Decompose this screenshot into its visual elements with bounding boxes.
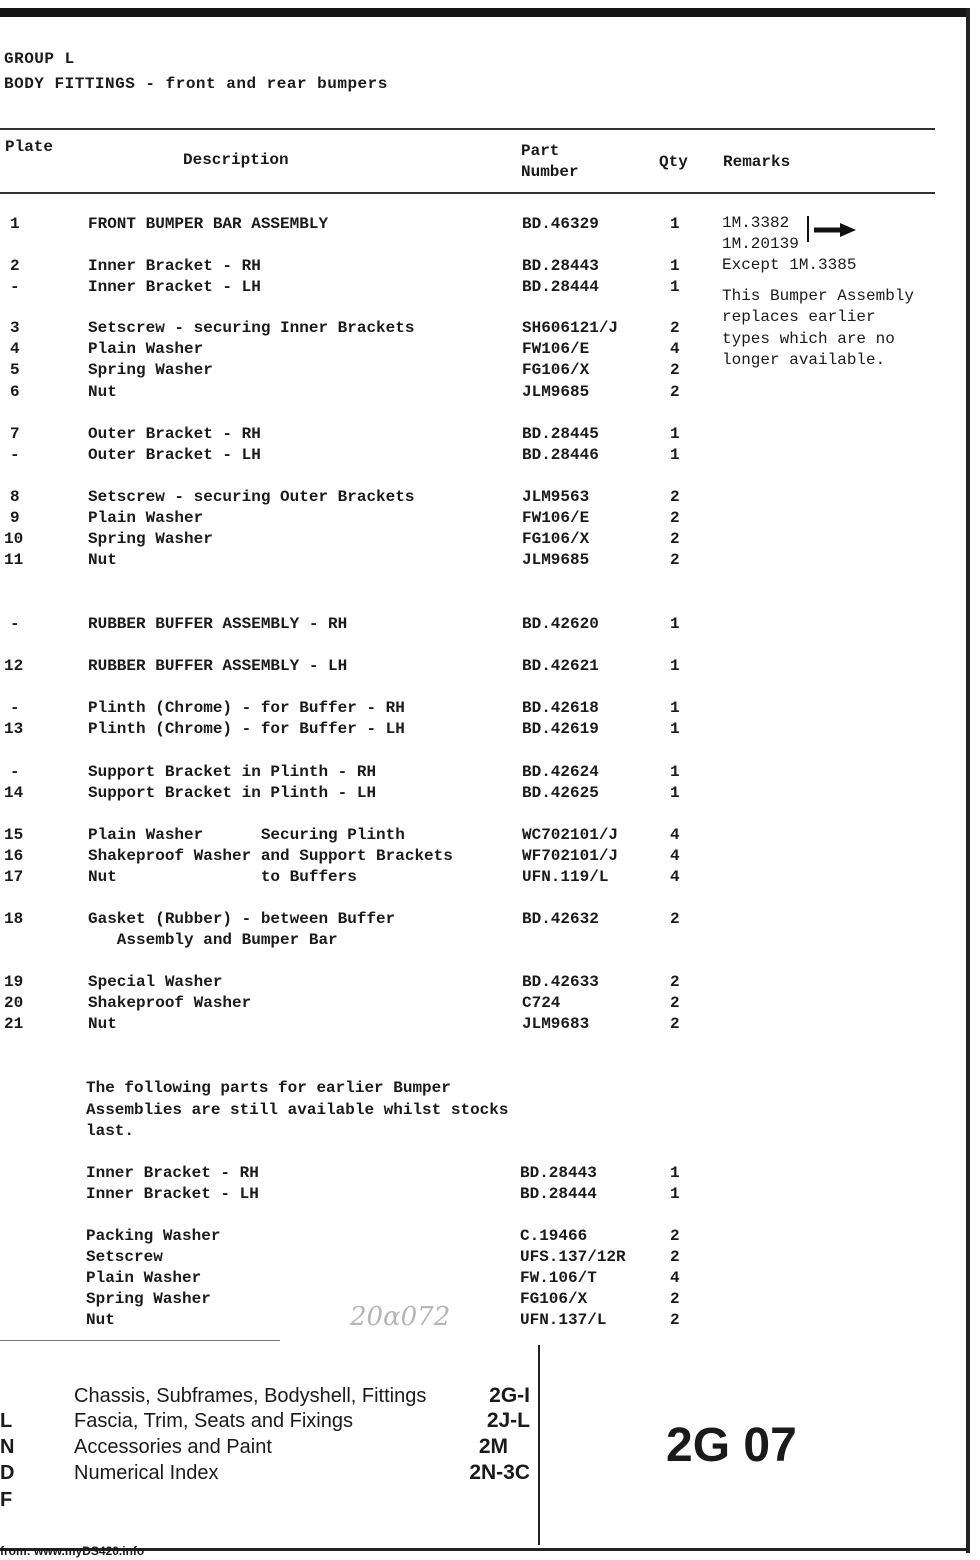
table-row bbox=[0, 762, 966, 783]
description-cell: Setscrew bbox=[86, 1248, 163, 1266]
index-section-code: 2J-L bbox=[486, 1409, 530, 1432]
part-number-cell: FW106/E bbox=[522, 340, 590, 358]
group-heading: GROUP L bbox=[4, 50, 75, 68]
table-row bbox=[0, 698, 966, 719]
qty-cell: 2 bbox=[670, 1227, 680, 1245]
remark-line: longer available. bbox=[722, 351, 886, 369]
qty-cell: 1 bbox=[670, 763, 680, 781]
description-cell: Assembly and Bumper Bar bbox=[88, 931, 338, 949]
qty-cell: 2 bbox=[670, 319, 680, 337]
qty-cell: 2 bbox=[670, 1311, 680, 1329]
index-tab-letter: N bbox=[0, 1436, 15, 1458]
plate-cell: 21 bbox=[4, 1015, 24, 1033]
plate-cell: 18 bbox=[4, 910, 24, 928]
part-number-cell: JLM9685 bbox=[522, 551, 590, 569]
part-number-cell: C724 bbox=[522, 994, 561, 1012]
plate-cell: 4 bbox=[10, 340, 20, 358]
part-number-cell: BD.28446 bbox=[522, 446, 599, 464]
plate-cell: 7 bbox=[10, 425, 20, 443]
table-row bbox=[0, 656, 966, 677]
plate-cell: 11 bbox=[4, 551, 24, 569]
description-cell: Outer Bracket - RH bbox=[88, 425, 261, 443]
table-row bbox=[0, 846, 966, 867]
footer-rule bbox=[0, 1340, 280, 1341]
part-number-cell: UFN.119/L bbox=[522, 868, 609, 886]
bottom-border bbox=[0, 1548, 970, 1551]
description-cell: Inner Bracket - LH bbox=[88, 278, 261, 296]
source-credit: from: www.myDS420.info bbox=[0, 1544, 145, 1558]
description-cell: Plinth (Chrome) - for Buffer - LH bbox=[88, 720, 405, 738]
part-number-cell: BD.42625 bbox=[522, 784, 599, 802]
top-border bbox=[0, 8, 968, 17]
description-cell: Support Bracket in Plinth - LH bbox=[88, 784, 377, 802]
qty-cell: 1 bbox=[670, 720, 680, 738]
part-number-cell: WF702101/J bbox=[522, 847, 619, 865]
description-cell: FRONT BUMPER BAR ASSEMBLY bbox=[88, 215, 329, 233]
qty-cell: 2 bbox=[670, 910, 680, 928]
plate-cell: 19 bbox=[4, 973, 24, 991]
table-row bbox=[0, 1247, 966, 1268]
plate-cell: 5 bbox=[10, 361, 20, 379]
qty-cell: 2 bbox=[670, 973, 680, 991]
table-row bbox=[0, 382, 966, 403]
table-row bbox=[0, 719, 966, 740]
part-number-cell: FG106/X bbox=[522, 530, 590, 548]
part-number-cell: JLM9685 bbox=[522, 383, 590, 401]
section-title: BODY FITTINGS - front and rear bumpers bbox=[4, 75, 388, 93]
index-tab-letter: F bbox=[0, 1489, 13, 1511]
table-row bbox=[0, 614, 966, 635]
description-cell: Nut bbox=[86, 1311, 115, 1329]
description-cell: Outer Bracket - LH bbox=[88, 446, 261, 464]
col-description: Description bbox=[183, 151, 289, 169]
plate-cell: 12 bbox=[4, 657, 24, 675]
qty-cell: 1 bbox=[670, 257, 680, 275]
description-cell: Plain Washer bbox=[88, 509, 204, 527]
description-cell: Setscrew - securing Outer Brackets bbox=[88, 488, 415, 506]
plate-cell: - bbox=[10, 446, 20, 464]
table-row bbox=[0, 909, 966, 930]
qty-cell: 2 bbox=[670, 361, 680, 379]
description-cell: Inner Bracket - LH bbox=[86, 1185, 259, 1203]
table-row bbox=[0, 487, 966, 508]
qty-cell: 1 bbox=[670, 657, 680, 675]
plate-cell: 10 bbox=[4, 530, 24, 548]
arrow-right-icon bbox=[806, 214, 858, 244]
table-row bbox=[0, 993, 966, 1014]
qty-cell: 4 bbox=[670, 340, 680, 358]
qty-cell: 1 bbox=[670, 278, 680, 296]
description-cell: Nut bbox=[88, 1015, 117, 1033]
part-number-cell: BD.42619 bbox=[522, 720, 599, 738]
qty-cell: 2 bbox=[670, 530, 680, 548]
remark-line: This Bumper Assembly bbox=[722, 287, 915, 305]
part-number-cell: FW.106/T bbox=[520, 1269, 597, 1287]
col-plate: Plate bbox=[5, 138, 54, 156]
remark-line: Except 1M.3385 bbox=[722, 256, 857, 274]
part-number-cell: C.19466 bbox=[520, 1227, 588, 1245]
part-number-cell: BD.42624 bbox=[522, 763, 599, 781]
table-row bbox=[0, 783, 966, 804]
qty-cell: 1 bbox=[670, 425, 680, 443]
plate-cell: 2 bbox=[10, 257, 20, 275]
plate-cell: 1 bbox=[10, 215, 20, 233]
part-number-cell: BD.42620 bbox=[522, 615, 599, 633]
description-cell: Plain Washer bbox=[88, 340, 204, 358]
qty-cell: 4 bbox=[670, 826, 680, 844]
table-row bbox=[0, 867, 966, 888]
plate-cell: 6 bbox=[10, 383, 20, 401]
description-cell: Plain Washer Securing Plinth bbox=[88, 826, 405, 844]
header-rule-bottom bbox=[0, 192, 935, 194]
plate-cell: 9 bbox=[10, 509, 20, 527]
plate-cell: - bbox=[10, 763, 20, 781]
part-number-cell: BD.28445 bbox=[522, 425, 599, 443]
description-cell: Inner Bracket - RH bbox=[86, 1164, 259, 1182]
right-border bbox=[966, 8, 970, 1553]
col-qty: Qty bbox=[659, 153, 688, 171]
part-number-cell: BD.46329 bbox=[522, 215, 599, 233]
description-cell: Nut bbox=[88, 551, 117, 569]
qty-cell: 1 bbox=[670, 1185, 680, 1203]
description-cell: Spring Washer bbox=[88, 361, 213, 379]
qty-cell: 2 bbox=[670, 994, 680, 1012]
qty-cell: 2 bbox=[670, 383, 680, 401]
table-row bbox=[0, 508, 966, 529]
plate-cell: - bbox=[10, 278, 20, 296]
description-cell: Support Bracket in Plinth - RH bbox=[88, 763, 377, 781]
part-number-cell: JLM9563 bbox=[522, 488, 590, 506]
qty-cell: 1 bbox=[670, 1164, 680, 1182]
table-row bbox=[0, 1163, 966, 1184]
qty-cell: 4 bbox=[670, 868, 680, 886]
qty-cell: 1 bbox=[670, 699, 680, 717]
description-cell: Packing Washer bbox=[86, 1227, 221, 1245]
qty-cell: 2 bbox=[670, 509, 680, 527]
table-row bbox=[0, 1289, 966, 1310]
page-number: 2G 07 bbox=[666, 1419, 797, 1472]
part-number-cell: BD.42621 bbox=[522, 657, 599, 675]
remark-line: types which are no bbox=[722, 330, 895, 348]
part-number-cell: BD.28444 bbox=[522, 278, 599, 296]
plate-cell: 3 bbox=[10, 319, 20, 337]
part-number-cell: BD.42633 bbox=[522, 973, 599, 991]
description-cell: Setscrew - securing Inner Brackets bbox=[88, 319, 415, 337]
qty-cell: 2 bbox=[670, 488, 680, 506]
plate-cell: 13 bbox=[4, 720, 24, 738]
index-section-label: Fascia, Trim, Seats and Fixings bbox=[74, 1410, 353, 1432]
part-number-cell: JLM9683 bbox=[522, 1015, 590, 1033]
index-section-code: 2G-I bbox=[489, 1384, 530, 1407]
plate-cell: 17 bbox=[4, 868, 24, 886]
part-number-cell: SH606121/J bbox=[522, 319, 619, 337]
plate-cell: 8 bbox=[10, 488, 20, 506]
handwritten-mark: 20ɑ072 bbox=[350, 1302, 451, 1332]
description-cell: Spring Washer bbox=[86, 1290, 211, 1308]
plate-cell: 15 bbox=[4, 826, 24, 844]
col-part-line1: Part bbox=[521, 142, 560, 160]
remark-line: 1M.20139 bbox=[722, 235, 799, 253]
index-section-label: Numerical Index bbox=[74, 1462, 219, 1484]
qty-cell: 1 bbox=[670, 784, 680, 802]
index-section-label: Chassis, Subframes, Bodyshell, Fittings bbox=[74, 1385, 427, 1407]
plate-cell: - bbox=[10, 699, 20, 717]
qty-cell: 1 bbox=[670, 615, 680, 633]
index-section-code: 2M bbox=[478, 1435, 508, 1458]
table-row bbox=[0, 1310, 966, 1331]
header-rule-top bbox=[0, 128, 935, 130]
table-row bbox=[0, 972, 966, 993]
remark-line: replaces earlier bbox=[722, 308, 876, 326]
index-section-code: 2N-3C bbox=[469, 1461, 530, 1484]
qty-cell: 2 bbox=[670, 1290, 680, 1308]
table-row bbox=[0, 424, 966, 445]
index-tab-letter: L bbox=[0, 1410, 13, 1432]
description-cell: RUBBER BUFFER ASSEMBLY - RH bbox=[88, 615, 348, 633]
table-row bbox=[0, 1226, 966, 1247]
part-number-cell: FG106/X bbox=[522, 361, 590, 379]
qty-cell: 2 bbox=[670, 551, 680, 569]
plate-cell: - bbox=[10, 615, 20, 633]
part-number-cell: FG106/X bbox=[520, 1290, 588, 1308]
footer-divider bbox=[538, 1345, 540, 1545]
availability-note: The following parts for earlier Bumper Assemblies are still available whilst stocks last. bbox=[86, 1079, 509, 1140]
remark-line: 1M.3382 bbox=[722, 214, 790, 232]
table-row bbox=[0, 1268, 966, 1289]
col-remarks: Remarks bbox=[723, 153, 791, 171]
qty-cell: 2 bbox=[670, 1015, 680, 1033]
index-section-label: Accessories and Paint bbox=[74, 1436, 272, 1458]
qty-cell: 1 bbox=[670, 215, 680, 233]
table-row bbox=[0, 1014, 966, 1035]
description-cell: Nut bbox=[88, 383, 117, 401]
qty-cell: 4 bbox=[670, 1269, 680, 1287]
part-number-cell: BD.28443 bbox=[522, 257, 599, 275]
index-tab-letter: D bbox=[0, 1462, 15, 1484]
part-number-cell: UFN.137/L bbox=[520, 1311, 607, 1329]
part-number-cell: BD.42632 bbox=[522, 910, 599, 928]
plate-cell: 14 bbox=[4, 784, 24, 802]
table-row bbox=[0, 550, 966, 571]
table-row bbox=[0, 825, 966, 846]
description-cell: Shakeproof Washer bbox=[88, 994, 252, 1012]
part-number-cell: FW106/E bbox=[522, 509, 590, 527]
part-number-cell: UFS.137/12R bbox=[520, 1248, 626, 1266]
col-part-line2: Number bbox=[521, 163, 579, 181]
description-cell: Nut to Buffers bbox=[88, 868, 357, 886]
part-number-cell: BD.28444 bbox=[520, 1185, 597, 1203]
part-number-cell: WC702101/J bbox=[522, 826, 619, 844]
description-cell: RUBBER BUFFER ASSEMBLY - LH bbox=[88, 657, 348, 675]
part-number-cell: BD.42618 bbox=[522, 699, 599, 717]
table-row bbox=[0, 529, 966, 550]
description-cell: Plain Washer bbox=[86, 1269, 202, 1287]
table-row bbox=[0, 445, 966, 466]
plate-cell: 20 bbox=[4, 994, 24, 1012]
part-number-cell: BD.28443 bbox=[520, 1164, 597, 1182]
qty-cell: 2 bbox=[670, 1248, 680, 1266]
qty-cell: 1 bbox=[670, 446, 680, 464]
description-cell: Spring Washer bbox=[88, 530, 213, 548]
plate-cell: 16 bbox=[4, 847, 24, 865]
table-row bbox=[0, 930, 966, 951]
description-cell: Special Washer bbox=[88, 973, 223, 991]
description-cell: Inner Bracket - RH bbox=[88, 257, 261, 275]
description-cell: Shakeproof Washer and Support Brackets bbox=[88, 847, 453, 865]
description-cell: Plinth (Chrome) - for Buffer - RH bbox=[88, 699, 405, 717]
description-cell: Gasket (Rubber) - between Buffer bbox=[88, 910, 396, 928]
table-row bbox=[0, 1184, 966, 1205]
qty-cell: 4 bbox=[670, 847, 680, 865]
